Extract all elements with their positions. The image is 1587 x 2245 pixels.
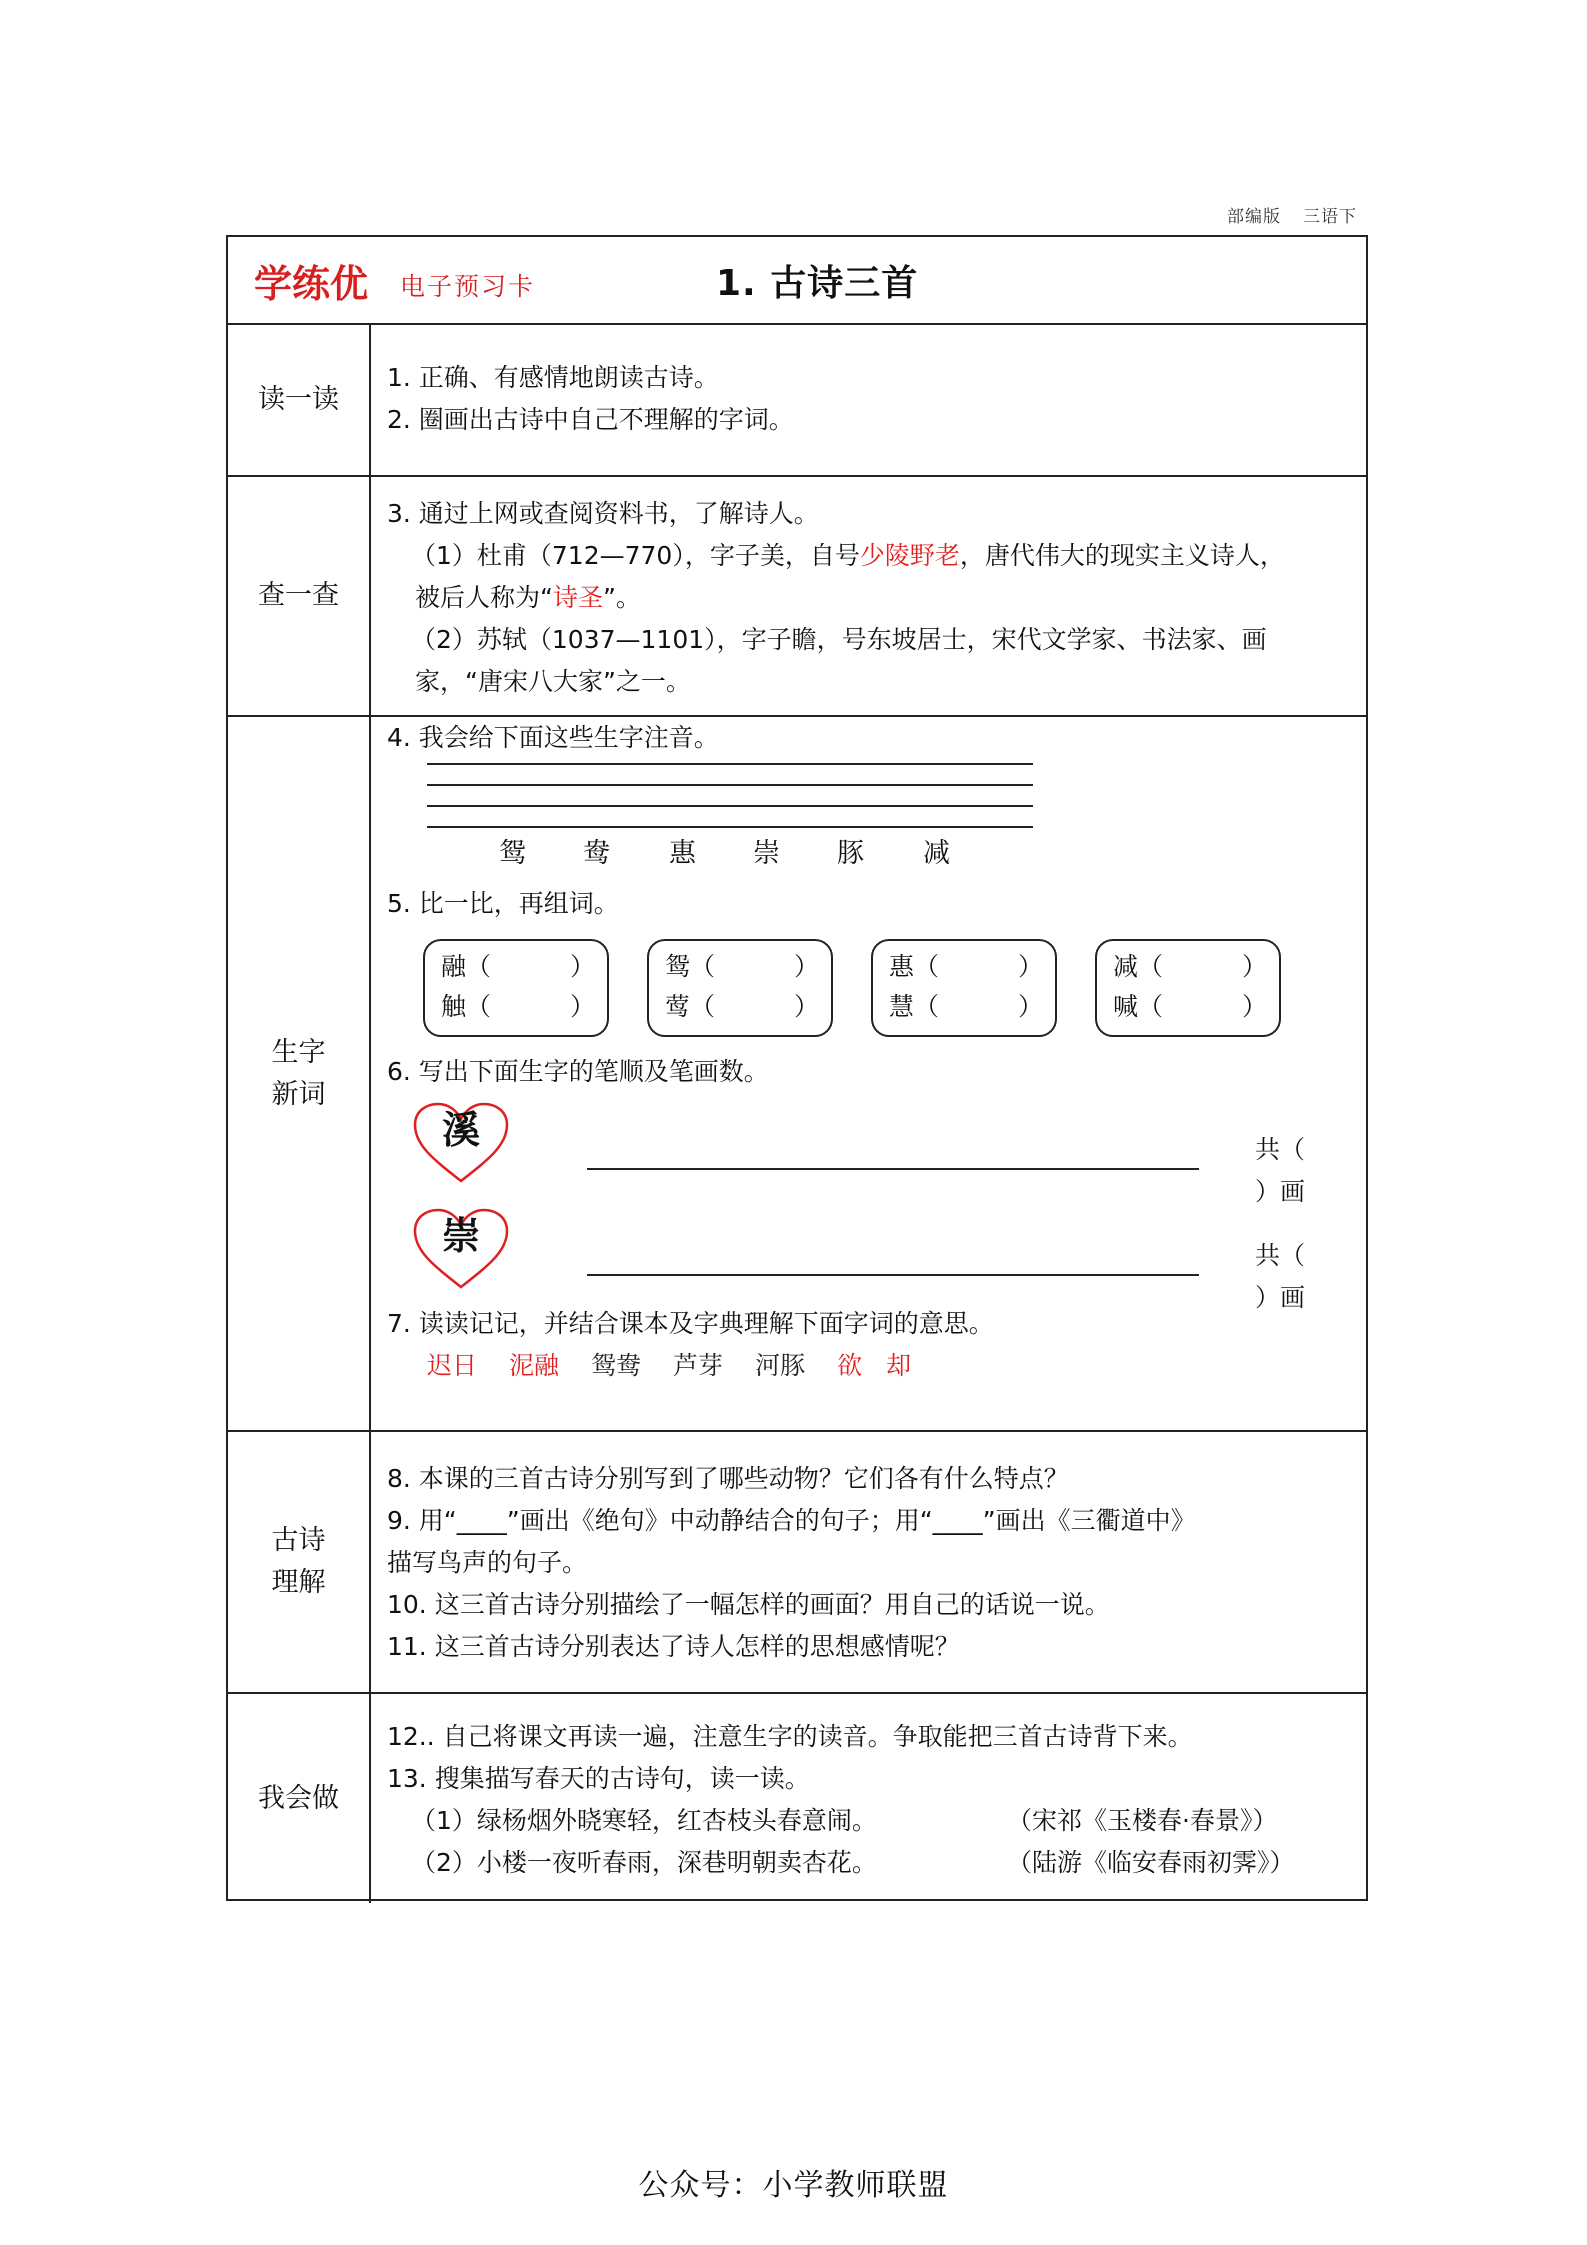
section-check [228,475,1366,715]
compare-char: 融（ [441,952,492,981]
section-do-content [371,1694,1366,1903]
compare-b [889,987,1055,1027]
compare-a [665,947,831,987]
dufu-text: 被后人称为“ [415,583,553,612]
poem-source-2: （陆游《临安春雨初霁》） [1007,1848,1295,1877]
compare-char: 慧（ [889,992,940,1021]
section-words-content [371,717,1366,1430]
stroke-writing-line [587,1274,1199,1276]
paren: ） [793,992,819,1021]
compare-char: 惠（ [889,952,940,981]
stroke-heart [411,1207,511,1291]
check-question: 3. 通过上网或查阅资料书，了解诗人。 [387,499,819,528]
sushi-line-2: 家，“唐宋八大家”之一。 [415,667,691,696]
compare-box [423,939,609,1037]
paren: ） [569,952,595,981]
section-read-label [228,325,371,475]
dufu-title: 诗圣 [552,583,603,612]
vocab-word: 芦芽 [673,1351,724,1380]
dufu-text-end: ”。 [602,583,641,612]
pinyin-char: 鸯 [583,838,610,869]
compare-char: 莺（ [665,992,716,1021]
brand-logo: 学练优 [254,262,369,306]
compare-a [889,947,1055,987]
poem-source-1: （宋祁《玉楼春·春景》） [1007,1806,1278,1835]
section-read-content [371,325,1366,475]
section-words [228,715,1366,1430]
vocab-word: 河豚 [755,1351,806,1380]
compare-char: 触（ [441,992,492,1021]
stroke-char: 崇 [441,1213,480,1258]
compare-box [1095,939,1281,1037]
vocab-word: 却 [886,1351,912,1380]
stroke-writing-line [587,1168,1199,1170]
dufu-text: （1）杜甫（712—770），字子美，自号 [411,541,860,570]
count-open: 共（ [1255,1135,1306,1164]
vocab-word: 泥融 [509,1351,560,1380]
poem-line-2: （2）小楼一夜听春雨，深巷明朝卖杏花。 [411,1848,877,1877]
section-do [228,1692,1366,1903]
edition-info [1227,202,1357,227]
section-check-label [228,477,371,715]
question-5: 5. 比一比，再组词。 [387,889,619,918]
pinyin-char: 豚 [837,838,864,869]
compare-box [647,939,833,1037]
dufu-line-1 [411,535,1354,577]
paren: ） [1017,952,1043,981]
stroke-count [1255,1129,1366,1213]
compare-a [1113,947,1279,987]
question-13: 13. 搜集描写春天的古诗句，读一读。 [387,1764,810,1793]
header-row [228,237,1366,323]
section-check-content [371,477,1366,715]
section-read [228,323,1366,475]
stroke-heart [411,1101,511,1185]
edition-grade: 三语下 [1303,207,1357,227]
dufu-alias: 少陵野老 [859,541,960,570]
section-poem-content [371,1432,1366,1692]
pinyin-char: 鸳 [499,838,526,869]
compare-b [441,987,607,1027]
count-open: 共（ [1255,1241,1306,1270]
section-poem [228,1430,1366,1692]
preview-card [226,235,1368,1901]
compare-char: 鸳（ [665,952,716,981]
dufu-line-2 [415,577,1354,619]
vocab-list [427,1345,1354,1387]
question-8: 8. 本课的三首古诗分别写到了哪些动物？它们各有什么特点？ [387,1464,1069,1493]
compare-b [1113,987,1279,1027]
label-text: 查一查 [258,580,339,611]
compare-char: 减（ [1113,952,1164,981]
section-do-label [228,1694,371,1903]
count-close: ）画 [1255,1283,1306,1312]
question-11: 11. 这三首古诗分别表达了诗人怎样的思想感情呢？ [387,1632,960,1661]
sushi-line-1: （2）苏轼（1037—1101），字子瞻，号东坡居士，宋代文学家、书法家、画 [411,625,1267,654]
vocab-word: 迟日 [427,1351,478,1380]
footer-account: 公众号：小学教师联盟 [638,2168,949,2203]
compare-char: 喊（ [1113,992,1164,1021]
poem-line-1: （1）绿杨烟外晓寒轻，红杏枝头春意闹。 [411,1806,877,1835]
count-close: ）画 [1255,1177,1306,1206]
question-4: 4. 我会给下面这些生字注音。 [387,723,719,752]
label-text: 我会做 [258,1782,339,1814]
paren: ） [1241,952,1267,981]
compare-box [871,939,1057,1037]
vocab-word: 鸳鸯 [591,1351,642,1380]
vocab-word: 欲 [837,1351,863,1380]
label-text: 读一读 [258,384,339,415]
compare-a [441,947,607,987]
section-poem-label [228,1432,371,1692]
paren: ） [793,952,819,981]
section-words-label [228,717,371,1430]
lesson-title: 1. 古诗三首 [716,263,919,304]
question-6: 6. 写出下面生字的笔顺及笔画数。 [387,1057,769,1086]
label-text-2: 新词 [271,1078,326,1110]
label-text-1: 古诗 [271,1525,326,1556]
stroke-char: 溪 [441,1107,480,1152]
pinyin-char: 减 [923,838,950,869]
label-text-2: 理解 [271,1567,326,1598]
brand-subtitle: 电子预习卡 [400,272,536,301]
paren: ） [569,992,595,1021]
edition-version: 部编版 [1227,207,1281,227]
read-item-1: 1. 正确、有感情地朗读古诗。 [387,363,719,392]
read-item-2: 2. 圈画出古诗中自己不理解的字词。 [387,405,794,434]
paren: ） [1241,992,1267,1021]
pinyin-char: 崇 [753,838,780,869]
question-7: 7. 读读记记，并结合课本及字典理解下面字词的意思。 [387,1309,994,1338]
question-10: 10. 这三首古诗分别描绘了一幅怎样的画面？用自己的话说一说。 [387,1590,1110,1619]
question-9: 9. 用“____”画出《绝句》中动静结合的句子；用“____”画出《三衢道中》 [387,1506,1196,1535]
pinyin-char: 惠 [669,838,696,869]
question-9-cont: 描写鸟声的句子。 [387,1548,588,1577]
label-text-1: 生字 [271,1036,326,1068]
question-12: 12.. 自己将课文再读一遍，注意生字的读音。争取能把三首古诗背下来。 [387,1722,1193,1751]
paren: ） [1017,992,1043,1021]
compare-b [665,987,831,1027]
dufu-text-end: ，唐代伟大的现实主义诗人， [959,541,1285,570]
